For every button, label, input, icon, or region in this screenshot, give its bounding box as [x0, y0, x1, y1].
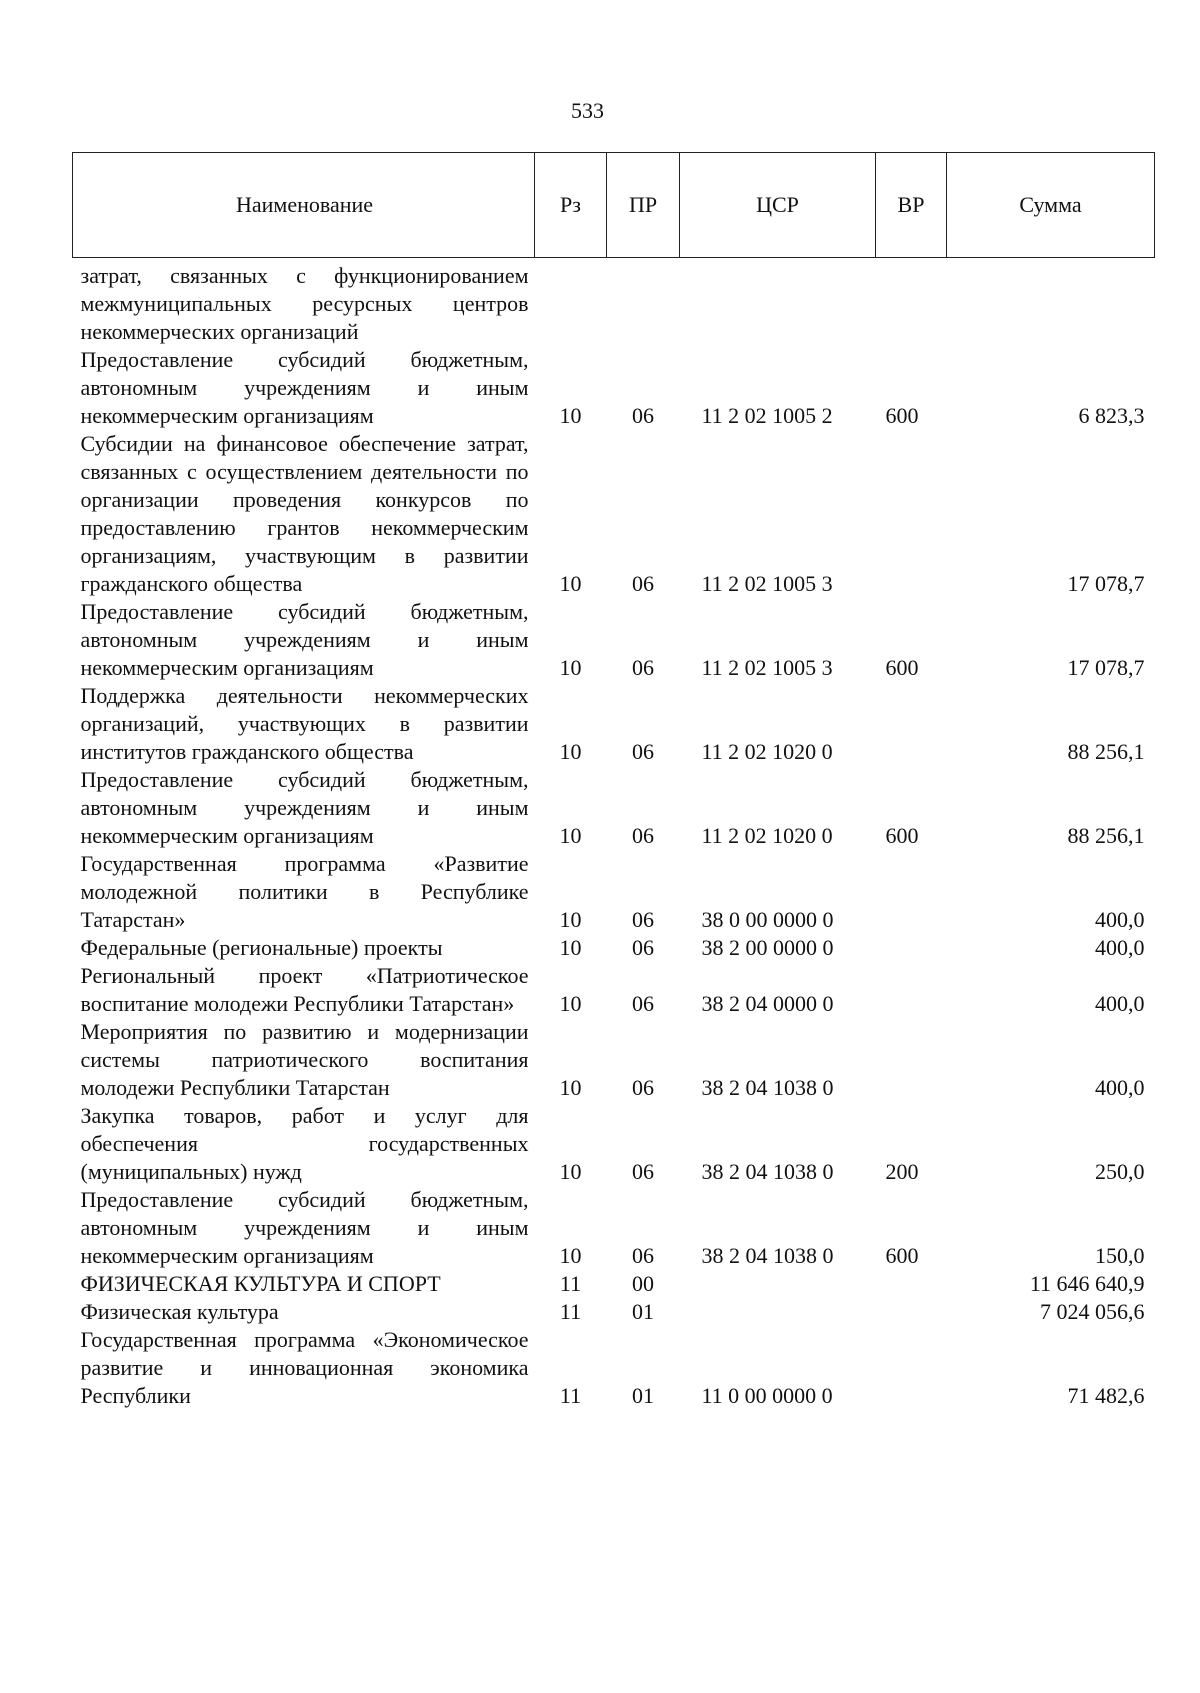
row-vr — [876, 682, 947, 766]
row-name: затрат, связанных с функционированием межмуниципальных ресурсных центров некоммерческих организаций — [80, 263, 529, 344]
row-name: Физическая культура — [80, 1299, 279, 1324]
header-csr: ЦСР — [680, 153, 876, 258]
row-name: Субсидии на финансовое обеспечение затрат, связанных с осуществлением деятельности по организации проведения конкурсов по предоставлению грантов некоммерческим организациям, участвующим в развитии гражданского общества — [80, 431, 529, 596]
row-vr — [876, 430, 947, 598]
row-rz: 10 — [559, 935, 582, 960]
header-name: Наименование — [73, 153, 535, 258]
row-rz: 10 — [559, 739, 582, 764]
row-csr: 38 0 00 0000 0 — [701, 907, 834, 932]
row-name: Региональный проект «Патриотическое воспитание молодежи Республики Татарстан» — [80, 963, 529, 1016]
row-rz: 10 — [559, 1075, 582, 1100]
table-row — [73, 430, 1155, 598]
row-csr: 38 2 00 0000 0 — [701, 935, 834, 960]
row-name: Поддержка деятельности некоммерческих организаций, участвующих в развитии институтов гражданского общества — [80, 683, 529, 764]
row-vr — [876, 1298, 947, 1326]
row-name: Предоставление субсидий бюджетным, автономным учреждениям и иным некоммерческим организациям — [80, 599, 529, 680]
row-vr — [876, 934, 947, 962]
row-vr — [876, 1270, 947, 1298]
row-rz: 10 — [559, 655, 582, 680]
row-pr: 06 — [632, 655, 654, 680]
table-row — [73, 682, 1155, 766]
row-name: Мероприятия по развитию и модернизации системы патриотического воспитания молодежи Республики Татарстан — [80, 1019, 529, 1100]
row-name: Государственная программа «Экономическое развитие и инновационная экономика Республики — [80, 1327, 529, 1408]
row-rz: 11 — [559, 1271, 582, 1296]
row-sum: 88 256,1 — [1067, 739, 1145, 764]
row-vr — [876, 850, 947, 934]
row-rz: 11 — [559, 1383, 582, 1408]
row-csr — [680, 1298, 876, 1326]
table-row — [73, 1270, 1155, 1298]
row-csr: 11 2 02 1005 3 — [701, 655, 833, 680]
row-rz: 10 — [559, 1159, 582, 1184]
row-sum: 400,0 — [1095, 991, 1145, 1016]
row-pr: 06 — [632, 571, 654, 596]
row-sum: 17 078,7 — [1067, 655, 1145, 680]
header-rz: Рз — [535, 153, 607, 258]
row-csr: 11 2 02 1005 2 — [701, 403, 833, 428]
row-name: Предоставление субсидий бюджетным, автономным учреждениям и иным некоммерческим организациям — [80, 347, 529, 428]
row-vr: 600 — [885, 655, 919, 680]
row-vr — [876, 962, 947, 1018]
table-row — [73, 962, 1155, 1018]
row-sum: 400,0 — [1095, 935, 1145, 960]
row-csr — [680, 258, 876, 347]
table-row — [73, 1298, 1155, 1326]
row-rz: 10 — [559, 403, 582, 428]
row-pr: 06 — [632, 739, 654, 764]
row-vr: 600 — [885, 403, 919, 428]
row-sum: 11 646 640,9 — [1029, 1271, 1145, 1296]
row-vr: 200 — [885, 1159, 919, 1184]
row-vr: 600 — [885, 823, 919, 848]
row-sum: 71 482,6 — [1067, 1383, 1145, 1408]
row-name: Федеральные (региональные) проекты — [80, 935, 443, 960]
row-csr: 11 2 02 1005 3 — [701, 571, 833, 596]
row-rz: 11 — [559, 1299, 582, 1324]
table-header — [73, 153, 1155, 258]
row-sum: 150,0 — [1095, 1243, 1145, 1268]
row-csr: 11 0 00 0000 0 — [701, 1383, 833, 1408]
row-sum: 88 256,1 — [1067, 823, 1145, 848]
row-pr: 06 — [632, 991, 654, 1016]
row-pr: 01 — [632, 1383, 654, 1408]
table-body — [73, 258, 1155, 1411]
row-rz: 10 — [559, 1243, 582, 1268]
table-row — [73, 766, 1155, 850]
row-pr: 06 — [632, 1075, 654, 1100]
table-row — [73, 1186, 1155, 1270]
row-csr: 38 2 04 1038 0 — [701, 1243, 834, 1268]
row-csr: 38 2 04 0000 0 — [701, 991, 834, 1016]
table-row — [73, 346, 1155, 430]
row-rz — [535, 258, 607, 347]
row-sum: 400,0 — [1095, 1075, 1145, 1100]
row-pr: 06 — [632, 1159, 654, 1184]
table-row — [73, 258, 1155, 347]
row-name: Закупка товаров, работ и услуг для обеспечения государственных (муниципальных) нужд — [80, 1103, 529, 1184]
row-sum: 6 823,3 — [1078, 403, 1145, 428]
row-csr: 11 2 02 1020 0 — [701, 739, 833, 764]
row-pr: 06 — [632, 935, 654, 960]
table-row — [73, 1102, 1155, 1186]
row-vr — [876, 1018, 947, 1102]
row-vr — [876, 1326, 947, 1410]
row-rz: 10 — [559, 571, 582, 596]
row-name: Предоставление субсидий бюджетным, автономным учреждениям и иным некоммерческим организациям — [80, 767, 529, 848]
row-pr: 06 — [632, 823, 654, 848]
table-row — [73, 1018, 1155, 1102]
header-sum: Сумма — [947, 153, 1155, 258]
budget-table — [72, 152, 1155, 1410]
row-rz: 10 — [559, 907, 582, 932]
row-pr: 01 — [632, 1299, 654, 1324]
row-sum: 17 078,7 — [1067, 571, 1145, 596]
row-sum: 250,0 — [1095, 1159, 1145, 1184]
row-csr: 38 2 04 1038 0 — [701, 1075, 834, 1100]
row-pr — [607, 258, 680, 347]
table-row — [73, 598, 1155, 682]
row-csr — [680, 1270, 876, 1298]
row-name: Предоставление субсидий бюджетным, автономным учреждениям и иным некоммерческим организациям — [80, 1187, 529, 1268]
row-pr: 06 — [632, 907, 654, 932]
row-pr: 06 — [632, 1243, 654, 1268]
row-pr: 06 — [632, 403, 654, 428]
row-sum: 400,0 — [1095, 907, 1145, 932]
page-number: 533 — [571, 98, 604, 123]
row-vr: 600 — [885, 1243, 919, 1268]
row-name: Государственная программа «Развитие молодежной политики в Республике Татарстан» — [80, 851, 529, 932]
row-csr: 38 2 04 1038 0 — [701, 1159, 834, 1184]
row-sum — [947, 258, 1155, 347]
row-pr: 00 — [632, 1271, 654, 1296]
row-rz: 10 — [559, 823, 582, 848]
table-row — [73, 934, 1155, 962]
row-rz: 10 — [559, 991, 582, 1016]
table-row — [73, 850, 1155, 934]
row-csr: 11 2 02 1020 0 — [701, 823, 833, 848]
row-sum: 7 024 056,6 — [1040, 1299, 1145, 1324]
header-vr: ВР — [876, 153, 947, 258]
table-row — [73, 1326, 1155, 1410]
header-pr: ПР — [607, 153, 680, 258]
row-vr — [876, 258, 947, 347]
row-name: ФИЗИЧЕСКАЯ КУЛЬТУРА И СПОРТ — [80, 1271, 441, 1296]
